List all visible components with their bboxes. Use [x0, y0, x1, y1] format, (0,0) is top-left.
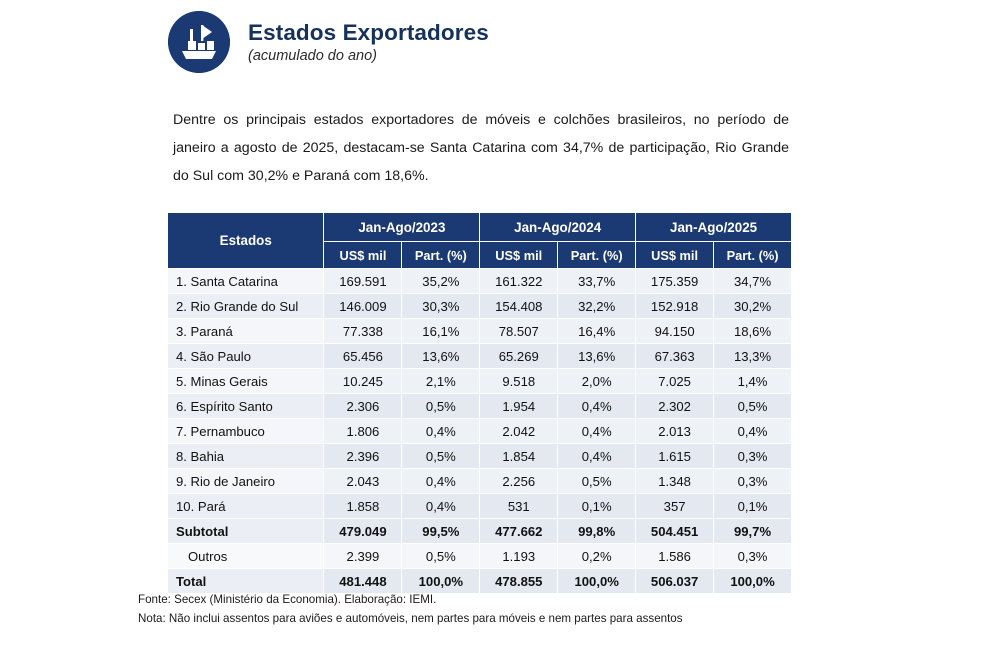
cell-usd-2024: 2.256 — [480, 469, 558, 494]
cell-usd-2024: 478.855 — [480, 569, 558, 594]
cell-usd-2023: 2.306 — [324, 394, 402, 419]
cell-part-2024: 16,4% — [558, 319, 636, 344]
cell-part-2023: 0,4% — [402, 494, 480, 519]
header-estados: Estados — [168, 213, 324, 269]
cell-part-2024: 33,7% — [558, 269, 636, 294]
cell-usd-2025: 1.586 — [636, 544, 714, 569]
table-row — [168, 369, 792, 394]
cell-usd-2024: 154.408 — [480, 294, 558, 319]
cell-part-2023: 0,5% — [402, 394, 480, 419]
cell-usd-2025: 506.037 — [636, 569, 714, 594]
cell-usd-2025: 2.302 — [636, 394, 714, 419]
table-row — [168, 344, 792, 369]
header-period-2025: Jan-Ago/2025 — [636, 213, 792, 242]
cell-state: 10. Pará — [168, 494, 324, 519]
cell-usd-2025: 357 — [636, 494, 714, 519]
cell-state: 4. São Paulo — [168, 344, 324, 369]
cell-usd-2024: 1.954 — [480, 394, 558, 419]
cell-part-2025: 99,7% — [714, 519, 792, 544]
cell-usd-2023: 146.009 — [324, 294, 402, 319]
page-header — [0, 0, 981, 72]
cell-part-2025: 30,2% — [714, 294, 792, 319]
exporting-states-table — [167, 212, 792, 594]
cell-part-2025: 1,4% — [714, 369, 792, 394]
cell-part-2024: 0,4% — [558, 394, 636, 419]
cell-usd-2023: 2.399 — [324, 544, 402, 569]
cell-state: Subtotal — [168, 519, 324, 544]
cell-part-2023: 0,4% — [402, 469, 480, 494]
header-period-2024: Jan-Ago/2024 — [480, 213, 636, 242]
cell-usd-2025: 175.359 — [636, 269, 714, 294]
cell-part-2025: 0,5% — [714, 394, 792, 419]
cell-part-2024: 0,4% — [558, 444, 636, 469]
footer-notes — [138, 590, 683, 628]
cell-part-2025: 18,6% — [714, 319, 792, 344]
cell-part-2025: 0,1% — [714, 494, 792, 519]
cell-part-2024: 0,5% — [558, 469, 636, 494]
cell-part-2023: 35,2% — [402, 269, 480, 294]
table-row — [168, 394, 792, 419]
header-part-2024: Part. (%) — [558, 242, 636, 269]
cell-part-2024: 0,1% — [558, 494, 636, 519]
cell-part-2024: 0,4% — [558, 419, 636, 444]
cell-state: 2. Rio Grande do Sul — [168, 294, 324, 319]
cell-usd-2024: 531 — [480, 494, 558, 519]
cell-usd-2025: 152.918 — [636, 294, 714, 319]
cell-state: 1. Santa Catarina — [168, 269, 324, 294]
cell-state: 8. Bahia — [168, 444, 324, 469]
table-row — [168, 444, 792, 469]
cell-usd-2023: 1.806 — [324, 419, 402, 444]
cell-state: 6. Espírito Santo — [168, 394, 324, 419]
cell-usd-2024: 9.518 — [480, 369, 558, 394]
cell-part-2024: 100,0% — [558, 569, 636, 594]
table-row-subtotal — [168, 519, 792, 544]
header-period-2023: Jan-Ago/2023 — [324, 213, 480, 242]
cell-usd-2025: 1.615 — [636, 444, 714, 469]
cell-usd-2025: 67.363 — [636, 344, 714, 369]
cell-usd-2023: 2.043 — [324, 469, 402, 494]
table-row — [168, 469, 792, 494]
table-header-row-periods — [168, 213, 792, 242]
cell-usd-2023: 169.591 — [324, 269, 402, 294]
cell-usd-2023: 77.338 — [324, 319, 402, 344]
cell-state: Outros — [168, 544, 324, 569]
cell-part-2025: 34,7% — [714, 269, 792, 294]
cell-usd-2024: 477.662 — [480, 519, 558, 544]
intro-paragraph: Dentre os principais estados exportadores de móveis e colchões brasileiros, no período de janeiro a agosto de 2025, destacam-se Santa Catarina com 34,7% de participação, Rio Grande do Sul com 30,2% e Paraná com 18,6%. — [173, 112, 789, 184]
cell-usd-2023: 479.049 — [324, 519, 402, 544]
cell-usd-2024: 65.269 — [480, 344, 558, 369]
cell-part-2025: 13,3% — [714, 344, 792, 369]
header-part-2023: Part. (%) — [402, 242, 480, 269]
cell-usd-2025: 504.451 — [636, 519, 714, 544]
cell-part-2023: 16,1% — [402, 319, 480, 344]
cell-usd-2023: 481.448 — [324, 569, 402, 594]
header-text-block — [248, 20, 489, 65]
cell-part-2023: 0,5% — [402, 444, 480, 469]
table-row — [168, 319, 792, 344]
table-row-outros — [168, 544, 792, 569]
page-subtitle: (acumulado do ano) — [248, 48, 377, 65]
header-usd-2025: US$ mil — [636, 242, 714, 269]
cell-state: Total — [168, 569, 324, 594]
cell-part-2023: 13,6% — [402, 344, 480, 369]
cell-usd-2024: 1.854 — [480, 444, 558, 469]
cell-part-2025: 0,3% — [714, 544, 792, 569]
table-row — [168, 419, 792, 444]
cell-part-2025: 100,0% — [714, 569, 792, 594]
cell-usd-2025: 94.150 — [636, 319, 714, 344]
cell-usd-2024: 2.042 — [480, 419, 558, 444]
cell-part-2025: 0,3% — [714, 469, 792, 494]
table-row — [168, 269, 792, 294]
cell-state: 5. Minas Gerais — [168, 369, 324, 394]
table-row — [168, 294, 792, 319]
cell-usd-2023: 10.245 — [324, 369, 402, 394]
cell-part-2025: 0,4% — [714, 419, 792, 444]
cell-part-2023: 30,3% — [402, 294, 480, 319]
header-usd-2024: US$ mil — [480, 242, 558, 269]
cell-usd-2023: 2.396 — [324, 444, 402, 469]
cell-part-2024: 13,6% — [558, 344, 636, 369]
cell-usd-2025: 2.013 — [636, 419, 714, 444]
table-row — [168, 494, 792, 519]
cell-part-2023: 2,1% — [402, 369, 480, 394]
source-note: Fonte: Secex (Ministério da Economia). Elaboração: IEMI. — [138, 593, 437, 606]
cell-usd-2024: 78.507 — [480, 319, 558, 344]
cell-usd-2025: 7.025 — [636, 369, 714, 394]
cell-part-2023: 99,5% — [402, 519, 480, 544]
cell-part-2024: 32,2% — [558, 294, 636, 319]
cell-usd-2023: 1.858 — [324, 494, 402, 519]
cell-usd-2024: 161.322 — [480, 269, 558, 294]
cell-part-2024: 0,2% — [558, 544, 636, 569]
cell-part-2023: 0,5% — [402, 544, 480, 569]
cell-usd-2025: 1.348 — [636, 469, 714, 494]
cargo-ship-icon — [168, 11, 230, 73]
cell-part-2023: 0,4% — [402, 419, 480, 444]
cell-state: 3. Paraná — [168, 319, 324, 344]
header-usd-2023: US$ mil — [324, 242, 402, 269]
header-part-2025: Part. (%) — [714, 242, 792, 269]
cell-state: 9. Rio de Janeiro — [168, 469, 324, 494]
cell-part-2024: 2,0% — [558, 369, 636, 394]
page-title: Estados Exportadores — [248, 19, 489, 45]
cell-part-2024: 99,8% — [558, 519, 636, 544]
cell-part-2023: 100,0% — [402, 569, 480, 594]
cell-state: 7. Pernambuco — [168, 419, 324, 444]
cell-usd-2023: 65.456 — [324, 344, 402, 369]
methodology-note: Nota: Não inclui assentos para aviões e automóveis, nem partes para móveis e nem partes para assentos — [138, 612, 683, 625]
cell-part-2025: 0,3% — [714, 444, 792, 469]
cell-usd-2024: 1.193 — [480, 544, 558, 569]
